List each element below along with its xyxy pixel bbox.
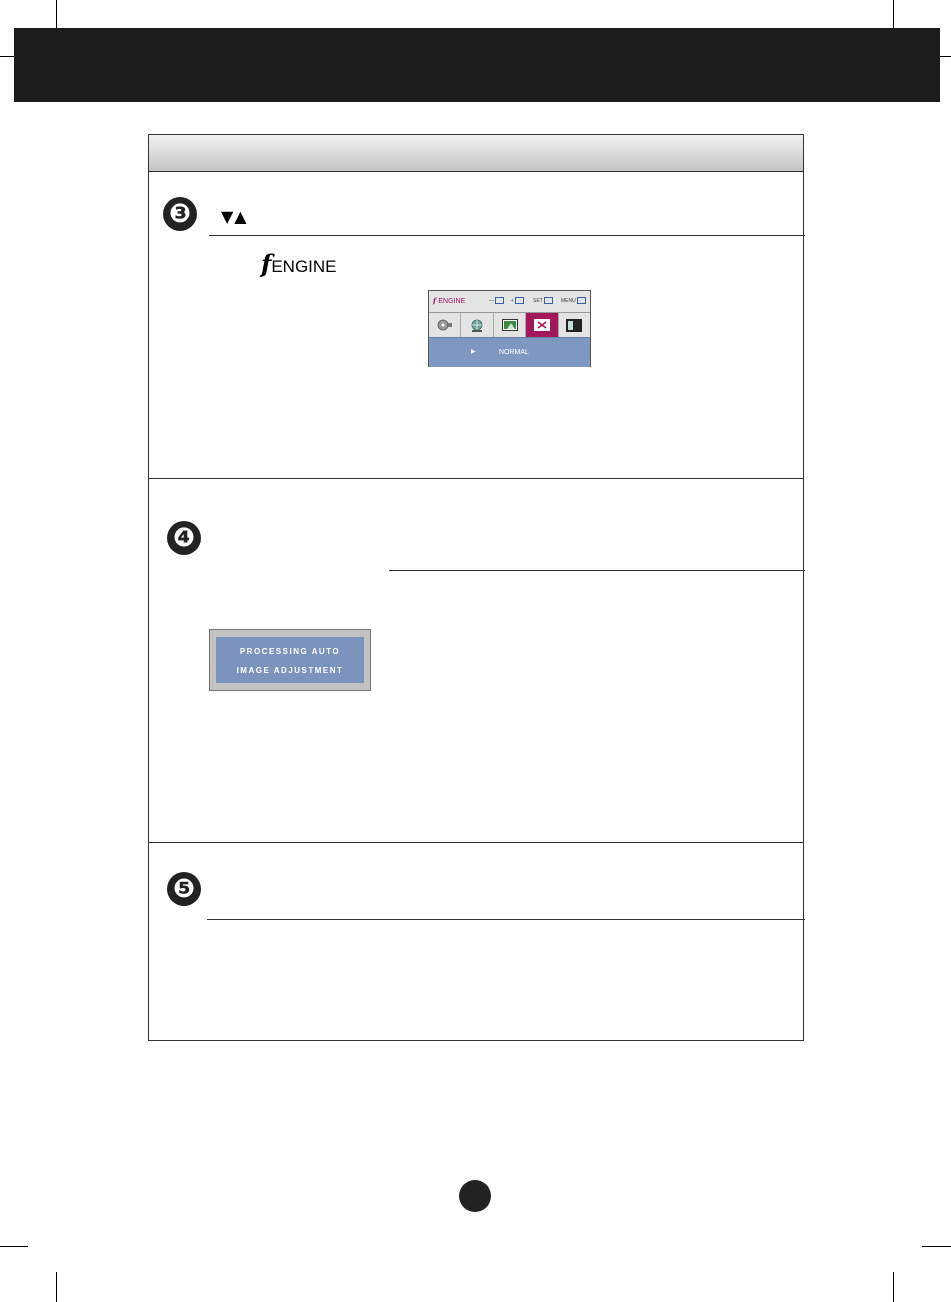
internet-mode-tab[interactable] (461, 313, 493, 337)
section-divider (149, 842, 803, 843)
section-divider (149, 478, 803, 479)
step-5-badge: ❺ (167, 872, 201, 906)
section-rule (389, 570, 805, 571)
osd-title (433, 296, 465, 305)
osd-minus-control[interactable]: — (489, 297, 504, 304)
panel-header (149, 135, 803, 172)
fengine-label-text: ENGINE (271, 257, 337, 276)
osd-set-control[interactable]: SET (533, 297, 553, 304)
step-3-badge: ❸ (163, 197, 197, 231)
picture-mode-tab[interactable] (494, 313, 526, 337)
crop-mark (0, 1246, 28, 1247)
osd-title-glyph: f (433, 296, 437, 305)
auto-adjust-message (209, 629, 371, 691)
crop-mark (0, 56, 14, 57)
crop-mark (893, 1272, 894, 1302)
osd-menu-control[interactable]: MENU (561, 297, 586, 304)
osd-plus-control[interactable]: + (511, 297, 524, 304)
normal-icon (566, 319, 582, 332)
instruction-panel (148, 134, 804, 1041)
osd-mode-icons (429, 313, 590, 337)
auto-adjust-line-1: PROCESSING AUTO (239, 647, 341, 656)
internet-icon (470, 319, 484, 332)
play-arrow-icon: ▶ (471, 349, 476, 355)
crop-mark (922, 1246, 951, 1247)
section-rule (209, 235, 805, 236)
auto-adjust-message-panel (216, 637, 364, 683)
header-band (14, 28, 940, 102)
set-key-icon (544, 297, 553, 304)
picture-icon (502, 319, 518, 331)
normal-mode-tab[interactable] (559, 313, 590, 337)
minus-key-icon (495, 297, 504, 304)
user-mode-tab[interactable] (526, 313, 558, 337)
movie-mode-tab[interactable] (429, 313, 461, 337)
osd-value-bar (429, 337, 590, 367)
osd-menu-header (429, 291, 590, 313)
fengine-logo-glyph: f (261, 249, 272, 278)
fengine-label (261, 249, 337, 278)
crop-mark (56, 1272, 57, 1302)
down-up-arrows-icon: ▼▲ (221, 207, 248, 226)
osd-selected-value: NORMAL (499, 349, 529, 356)
user-icon (534, 319, 550, 331)
menu-key-icon (577, 297, 586, 304)
page-number-badge (459, 1180, 491, 1212)
osd-title-text: ·ENGINE (436, 298, 466, 305)
movie-icon (437, 319, 453, 331)
plus-key-icon (515, 297, 524, 304)
step-4-badge: ❹ (167, 521, 201, 555)
auto-adjust-line-2: IMAGE ADJUSTMENT (236, 666, 344, 675)
section-rule (207, 919, 805, 920)
fengine-osd-menu (428, 290, 591, 367)
